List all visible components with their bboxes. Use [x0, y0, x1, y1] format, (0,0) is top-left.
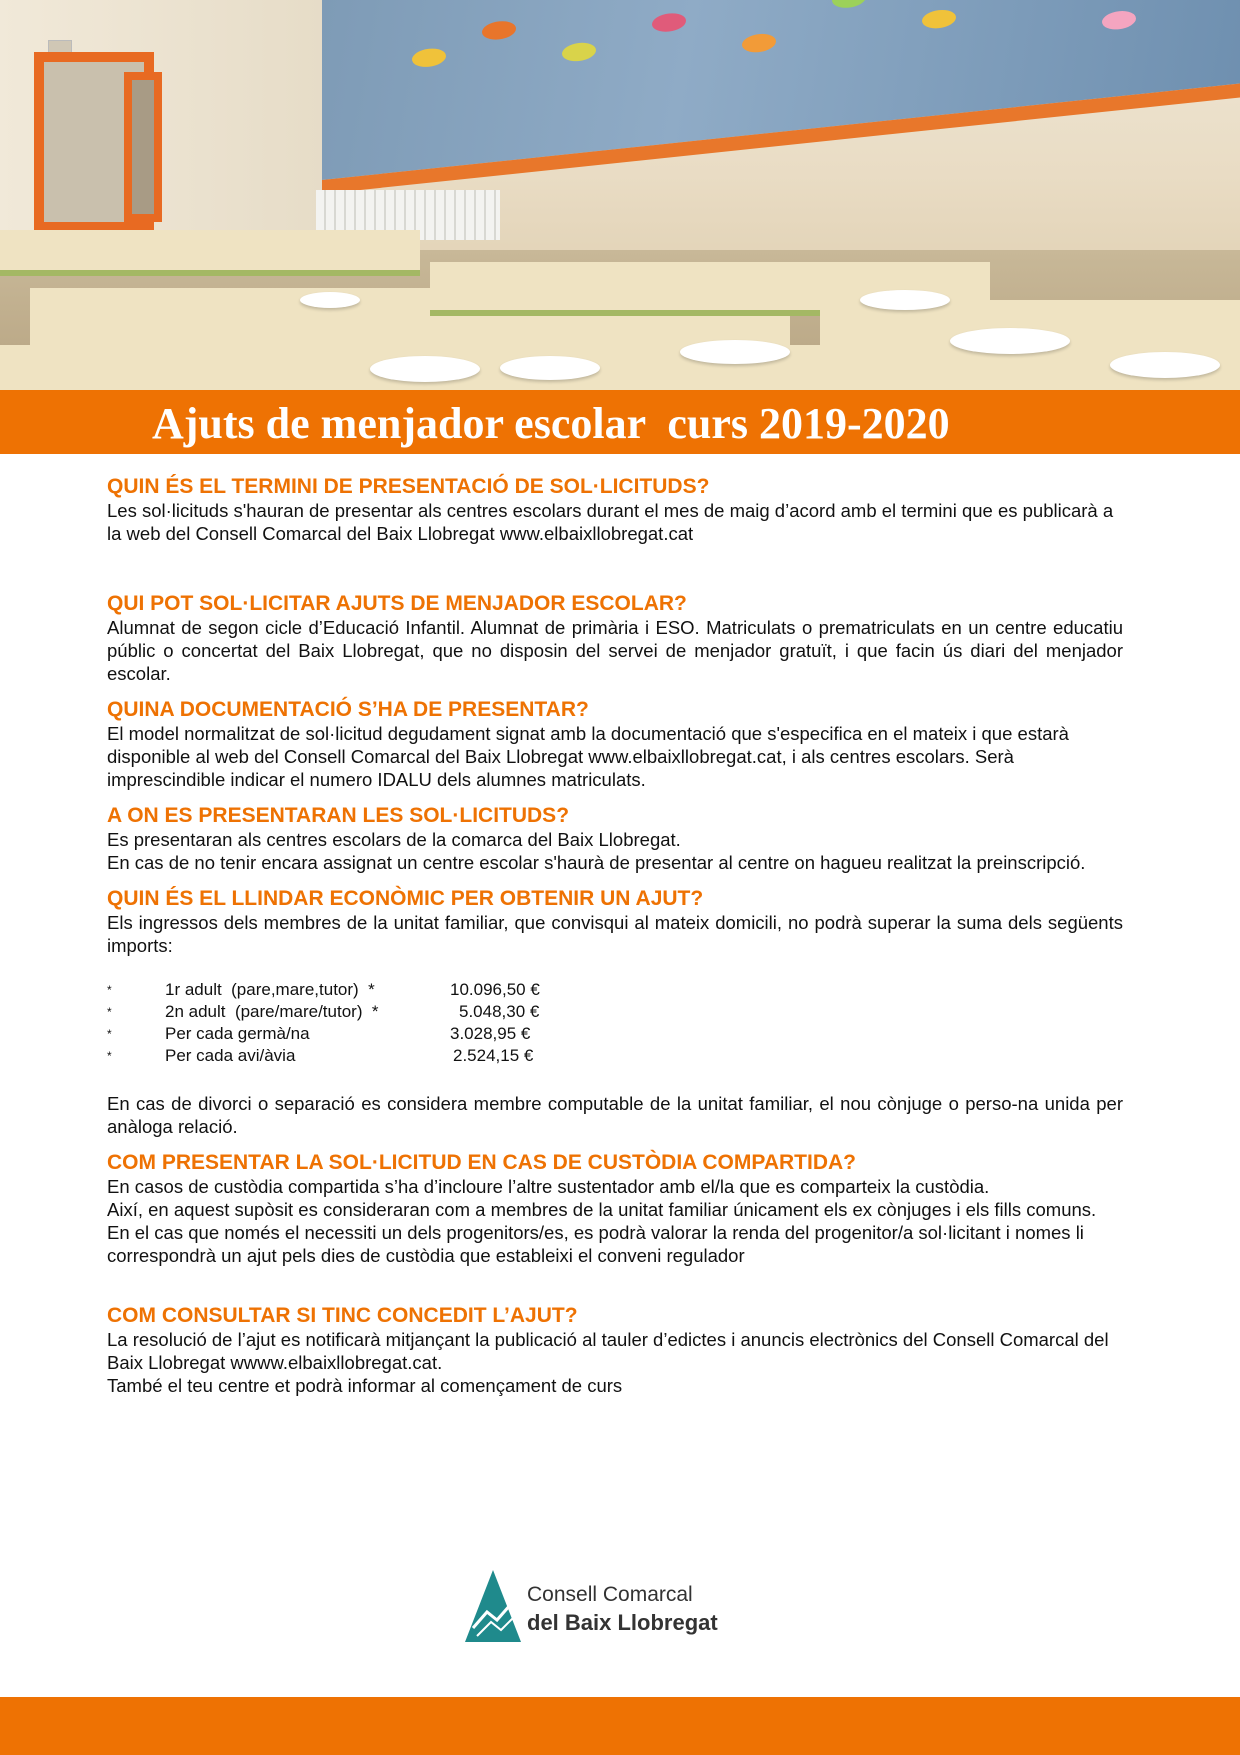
threshold-label: Per cada germà/na: [165, 1024, 310, 1043]
document-body: [107, 474, 1123, 1397]
list-item: [107, 979, 1123, 1001]
bullet-marker: *: [107, 1005, 112, 1019]
section-shared-custody: [107, 1150, 1123, 1267]
plate: [860, 290, 950, 310]
section-where: [107, 803, 1123, 874]
page-title: Ajuts de menjador escolar curs 2019-2020: [152, 399, 950, 448]
section-heading: QUIN ÉS EL LLINDAR ECONÒMIC PER OBTENIR UN AJUT?: [107, 887, 704, 910]
section-eligibility: [107, 591, 1123, 685]
logo-line-1: Consell Comarcal: [527, 1583, 693, 1606]
footer-band: [0, 1697, 1240, 1755]
section-paragraph: També el teu centre et podrà informar al començament de curs: [107, 1375, 623, 1396]
bullet-marker: *: [107, 1027, 112, 1041]
logo-triangle-icon: [463, 1568, 523, 1644]
plate: [950, 328, 1070, 354]
income-threshold-list: [107, 979, 1123, 1067]
section-heading: A ON ES PRESENTARAN LES SOL·LICITUDS?: [107, 804, 570, 827]
section-heading: COM CONSULTAR SI TINC CONCEDIT L’AJUT?: [107, 1304, 578, 1327]
bullet-marker: *: [107, 983, 112, 997]
plate: [500, 356, 600, 380]
list-item: [107, 1023, 1123, 1045]
threshold-label: 2n adult (pare/mare/tutor) *: [165, 1002, 379, 1021]
threshold-amount: 2.524,15 €: [453, 1046, 534, 1065]
section-heading: COM PRESENTAR LA SOL·LICITUD EN CAS DE CUSTÒDIA COMPARTIDA?: [107, 1151, 856, 1174]
bullet-marker: *: [107, 1049, 112, 1063]
section-consult: [107, 1303, 1123, 1397]
orange-door-frame: [124, 72, 162, 222]
logo-line-2: del Baix Llobregat: [527, 1610, 718, 1635]
section-paragraph: En casos de custòdia compartida s’ha d’incloure l’altre sustentador amb el/la que es comparteix la custòdia.: [107, 1176, 990, 1197]
plate: [370, 356, 480, 382]
section-paragraph: En cas de no tenir encara assignat un centre escolar s'haurà de presentar al centre on hagueu realitzat la preinscripció.: [107, 852, 1086, 873]
section-threshold: [107, 886, 1123, 1138]
section-paragraph: Els ingressos dels membres de la unitat familiar, que convisqui al mateix domicili, no podrà superar la suma dels següents imports:: [107, 912, 1123, 956]
plate: [680, 340, 790, 364]
section-heading: QUIN ÉS EL TERMINI DE PRESENTACIÓ DE SOL·LICITUDS?: [107, 475, 710, 498]
hero-photo: [0, 0, 1240, 390]
threshold-amount: 3.028,95 €: [450, 1024, 531, 1043]
fish-mural: [322, 0, 1240, 194]
section-deadline: [107, 474, 1123, 545]
plate: [300, 292, 360, 308]
threshold-amount: 10.096,50 €: [450, 980, 540, 999]
threshold-amount: 5.048,30 €: [459, 1002, 540, 1021]
list-item: [107, 1045, 1123, 1067]
consell-comarcal-logo: [463, 1568, 723, 1648]
section-paragraph: La resolució de l’ajut es notificarà mitjançant la publicació al tauler d’edictes i anuncis electrònics del Consell Comarcal del Baix Llobregat wwww.elbaixllobregat.cat.: [107, 1329, 1109, 1373]
section-paragraph: Les sol·licituds s'hauran de presentar als centres escolars durant el mes de maig d’acord amb el termini que es publicarà a la web del Consell Comarcal del Baix Llobregat www.elbaixllobregat.cat: [107, 500, 1114, 544]
section-documentation: [107, 697, 1123, 791]
plate: [1110, 352, 1220, 378]
threshold-label: Per cada avi/àvia: [165, 1046, 296, 1065]
section-note: En cas de divorci o separació es considera membre computable de la unitat familiar, el nou cònjuge o perso-na unida per anàloga relació.: [107, 1093, 1123, 1137]
section-paragraph: Alumnat de segon cicle d’Educació Infantil. Alumnat de primària i ESO. Matriculats o prematriculats en un centre educatiu públic o concertat del Baix Llobregat, que no disposin del servei de menjador gratuït, i que facin ús diari del menjador escolar.: [107, 617, 1123, 684]
list-item: [107, 1001, 1123, 1023]
section-paragraph: Així, en aquest supòsit es consideraran com a membres de la unitat familiar únicament els ex cònjuges i els fills comuns.: [107, 1199, 1097, 1220]
dining-table: [0, 230, 420, 276]
section-paragraph: El model normalitzat de sol·licitud degudament signat amb la documentació que s'especifica en el mateix i que estarà disponible al web del Consell Comarcal del Baix Llobregat www.elbaixllobregat.cat, i als centres escolars. Serà imprescindible indicar el numero IDALU dels alumnes matriculats.: [107, 723, 1069, 790]
section-paragraph: Es presentaran als centres escolars de la comarca del Baix Llobregat.: [107, 829, 681, 850]
section-heading: QUINA DOCUMENTACIÓ S’HA DE PRESENTAR?: [107, 698, 589, 721]
section-heading: QUI POT SOL·LICITAR AJUTS DE MENJADOR ESCOLAR?: [107, 592, 687, 615]
threshold-label: 1r adult (pare,mare,tutor) *: [165, 980, 375, 999]
section-paragraph: En el cas que només el necessiti un dels progenitors/es, es podrà valorar la renda del progenitor/a sol·licitant i nomes li correspondrà un ajut pels dies de custòdia que estableixi el conveni regulador: [107, 1222, 1084, 1266]
